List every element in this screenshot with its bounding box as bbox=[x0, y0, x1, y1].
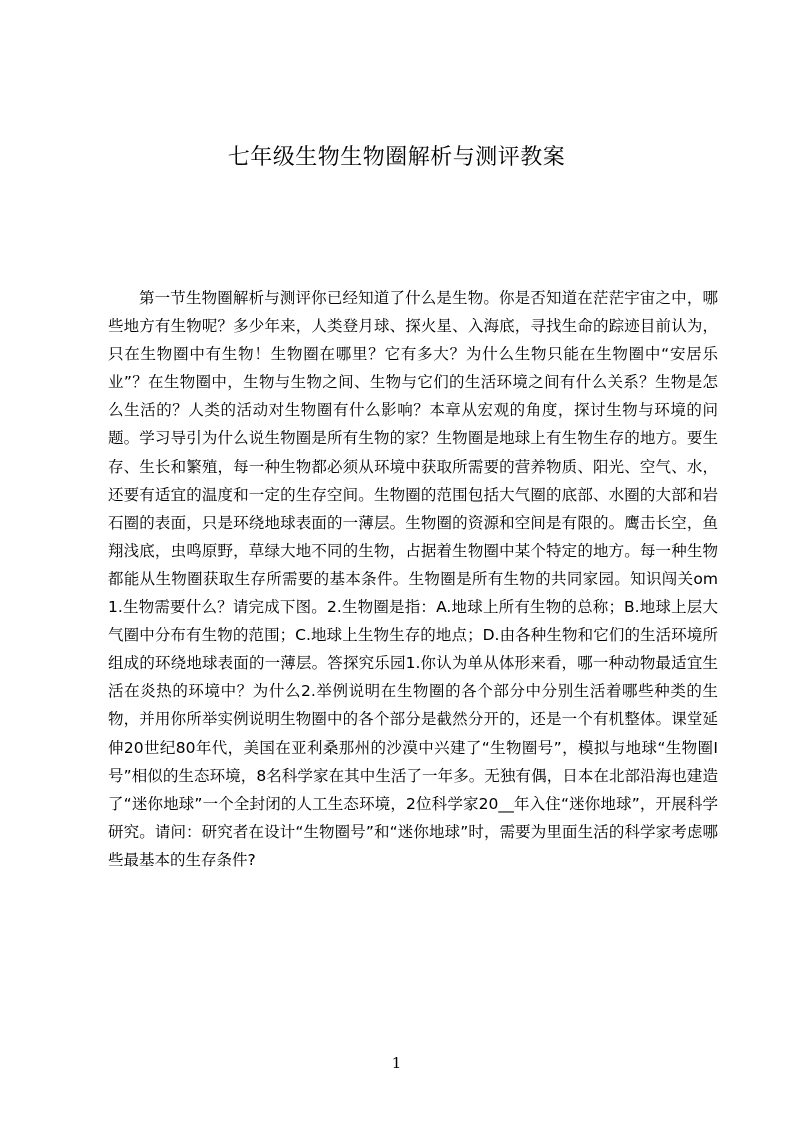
page-number: 1 bbox=[391, 1054, 402, 1072]
document-title: 七年级生物生物圈解析与测评教案 bbox=[227, 145, 566, 170]
body-paragraph: 第一节生物圈解析与测评你已经知道了什么是生物。你是否知道在茫茫宇宙之中，哪些地方有生物呢？多少年来，人类登月球、探火星、入海底，寻找生命的踪迹目前认为，只在生物圈中有生物！生物圈在哪里？它有多大？为什么生物只能在生物圈中“安居乐业”？在生物圈中，生物与生物之间、生物与它们的生活环境之间有什么关系？生物是怎么生活的？人类的活动对生物圈有什么影响？本章从宏观的角度，探讨生物与环境的问题。学习导引为什么说生物圈是所有生物的家？生物圈是地球上有生物生存的地方。要生存、生长和繁殖，每一种生物都必须从环境中获取所需要的营养物质、阳光、空气、水，还要有适宜的温度和一定的生存空间。生物圈的范围包括大气圈的底部、水圈的大部和岩石圈的表面，只是环绕地球表面的一薄层。生物圈的资源和空间是有限的。鹰击长空，鱼翔浅底，虫鸣原野，草绿大地不同的生物，占据着生物圈中某个特定的地方。每一种生物都能从生物圈获取生存所需要的基本条件。生物圈是所有生物的共同家园。知识闯关om1.生物需要什么？请完成下图。2.生物圈是指：A.地球上所有生物的总称；B.地球上层大气圈中分布有生物的范围；C.地球上生物生存的地点；D.由各种生物和它们的生活环境所组成的环绕地球表面的一薄层。答探究乐园1.你认为单从体形来看，哪一种动物最适宜生活在炎热的环境中？为什么2.举例说明在生物圈的各个部分中分别生活着哪些种类的生物，并用你所举实例说明生物圈中的各个部分是截然分开的，还是一个有机整体。课堂延伸20世纪80年代，美国在亚利桑那州的沙漠中兴建了“生物圈号”，模拟与地球“生物圈Ⅰ号”相似的生态环境，8名科学家在其中生活了一年多。无独有偶，日本在北部沿海也建造了“迷你地球”一个全封闭的人工生态环境，2位科学家20__年入住“迷你地球”，开展科学研究。请问：研究者在设计“生物圈号”和“迷你地球”时，需要为里面生活的科学家考虑哪些最基本的生存条件? bbox=[108, 289, 718, 869]
